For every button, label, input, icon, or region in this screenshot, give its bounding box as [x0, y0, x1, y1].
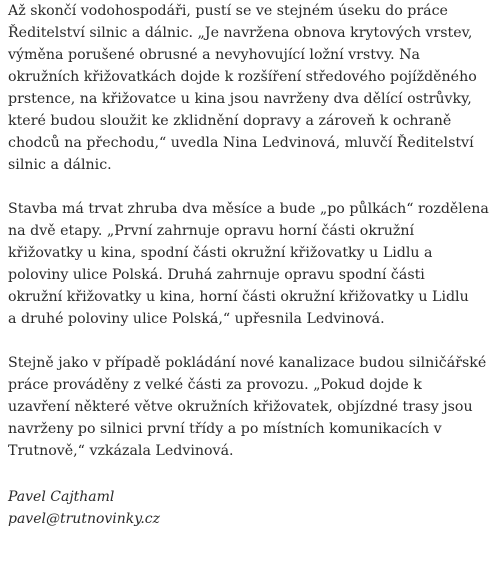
article-paragraph-2: Stavba má trvat zhruba dva měsíce a bude „po půlkách“ rozdělena na dvě etapy. „První zahrnuje opravu horní části okružní křižovatky u kina, spodní části okružní křižovatky u Lidlu a poloviny ulice Polská. Druhá zahrnuje opravu spodní části okružní křižovatky u kina, horní části okružní křižovatky u Lidlu a druhé poloviny ulice Polská,“ upřesnila Ledvinová. [8, 201, 489, 327]
article-paragraph-1: Až skončí vodohospodáři, pustí se ve stejném úseku do práce Ředitelství silnic a dálnic. „Je navržena obnova krytových vrstev, výměna porušené obrusné a nevyhovující ložní vrstvy. Na okružních křižovatkách dojde k rozšíření středového pojížděného prstence, na křižovatce u kina jsou navrženy dva dělící ostrůvky, které budou sloužit ke zklidnění dopravy a zároveň k ochraně chodců na přechodu,“ uvedla Nina Ledvinová, mluvčí Ředitelství silnic a dálnic. [8, 3, 477, 173]
author-signature [8, 486, 492, 530]
author-name: Pavel Cajthaml [8, 489, 115, 505]
article-paragraph-3: Stejně jako v případě pokládání nové kanalizace budou silničářské práce prováděny z velké části za provozu. „Pokud dojde k uzavření některé větve okružních křižovatek, objízdné trasy jsou navrženy po silnici první třídy a po místních komunikacích v Trutnově,“ vzkázala Ledvinová. [8, 355, 487, 459]
author-email: pavel@trutnovinky.cz [8, 511, 160, 527]
article-body [8, 0, 492, 530]
